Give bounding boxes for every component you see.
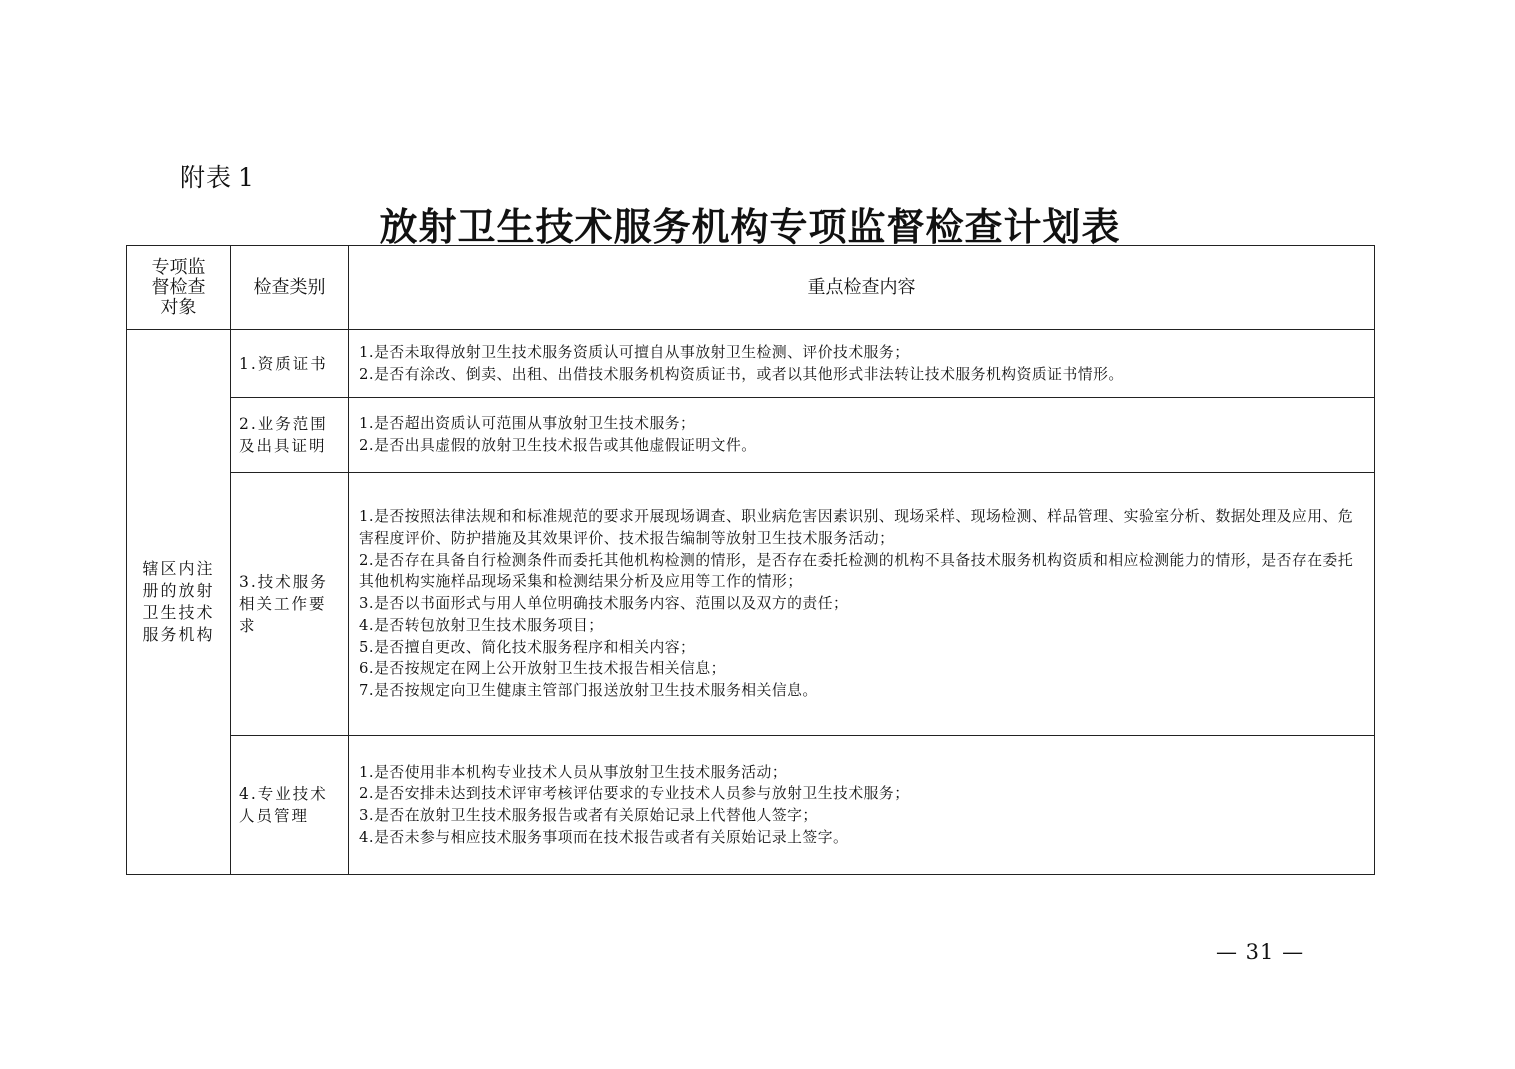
content-cell <box>349 473 1375 736</box>
table-header-row <box>127 246 1375 330</box>
content-cell <box>349 330 1375 398</box>
category-text: 2.业务范围及出具证明 <box>239 415 328 455</box>
page-title: 放射卫生技术服务机构专项监督检查计划表 <box>379 204 1121 249</box>
content-item: 2.是否存在具备自行检测条件而委托其他机构检测的情形，是否存在委托检测的机构不具备技术服务机构资质和相应检测能力的情形，是否存在委托其他机构实施样品现场采集和检测结果分析及应用等工作的情形； <box>359 551 1354 591</box>
content-item: 5.是否擅自更改、简化技术服务程序和相关内容； <box>359 638 696 656</box>
target-text: 辖区内注册的放射卫生技术服务机构 <box>142 559 215 644</box>
inspection-plan-table <box>126 245 1375 875</box>
content-cell <box>349 736 1375 875</box>
category-cell <box>231 736 349 875</box>
category-cell <box>231 398 349 473</box>
table-row <box>127 736 1375 875</box>
header-content: 重点检查内容 <box>349 246 1375 330</box>
content-item: 3.是否以书面形式与用人单位明确技术服务内容、范围以及双方的责任； <box>359 595 849 613</box>
content-item: 7.是否按规定向卫生健康主管部门报送放射卫生技术服务相关信息。 <box>359 681 818 699</box>
content-item: 1.是否使用非本机构专业技术人员从事放射卫生技术服务活动； <box>359 763 788 781</box>
content-item: 2.是否出具虚假的放射卫生技术报告或其他虚假证明文件。 <box>359 437 757 454</box>
attachment-number: 1 <box>238 163 255 192</box>
content-item: 6.是否按规定在网上公开放射卫生技术报告相关信息； <box>359 660 726 678</box>
category-text: 4.专业技术人员管理 <box>239 785 328 825</box>
table-row <box>127 473 1375 736</box>
category-cell <box>231 473 349 736</box>
page-number: — 31 — <box>1216 940 1305 964</box>
content-cell <box>349 398 1375 473</box>
content-item: 4.是否未参与相应技术服务事项而在技术报告或者有关原始记录上签字。 <box>359 828 849 846</box>
content-item: 1.是否未取得放射卫生技术服务资质认可擅自从事放射卫生检测、评价技术服务； <box>359 343 910 361</box>
target-cell <box>127 330 231 875</box>
header-target-text: 专项监督检查对象 <box>151 256 206 318</box>
attachment-label-text: 附表 <box>180 163 233 192</box>
header-category: 检查类别 <box>231 246 349 330</box>
content-item: 1.是否按照法律法规和和标准规范的要求开展现场调查、职业病危害因素识别、现场采样、现场检测、样品管理、实验室分析、数据处理及应用、危害程度评价、防护措施及其效果评价、技术报告编制等放射卫生技术服务活动； <box>359 508 1354 548</box>
content-item: 1.是否超出资质认可范围从事放射卫生技术服务； <box>359 415 696 433</box>
category-text: 3.技术服务相关工作要求 <box>239 573 328 635</box>
table-row <box>127 398 1375 473</box>
content-item: 2.是否有涂改、倒卖、出租、出借技术服务机构资质证书，或者以其他形式非法转让技术服务机构资质证书情形。 <box>359 365 1124 383</box>
content-item: 2.是否安排未达到技术评审考核评估要求的专业技术人员参与放射卫生技术服务； <box>359 785 910 803</box>
content-item: 4.是否转包放射卫生技术服务项目； <box>359 616 604 634</box>
attachment-label <box>180 158 255 194</box>
category-cell: 1.资质证书 <box>231 330 349 398</box>
table-row <box>127 330 1375 398</box>
content-item: 3.是否在放射卫生技术服务报告或者有关原始记录上代替他人签字； <box>359 807 818 824</box>
header-target <box>127 246 231 330</box>
